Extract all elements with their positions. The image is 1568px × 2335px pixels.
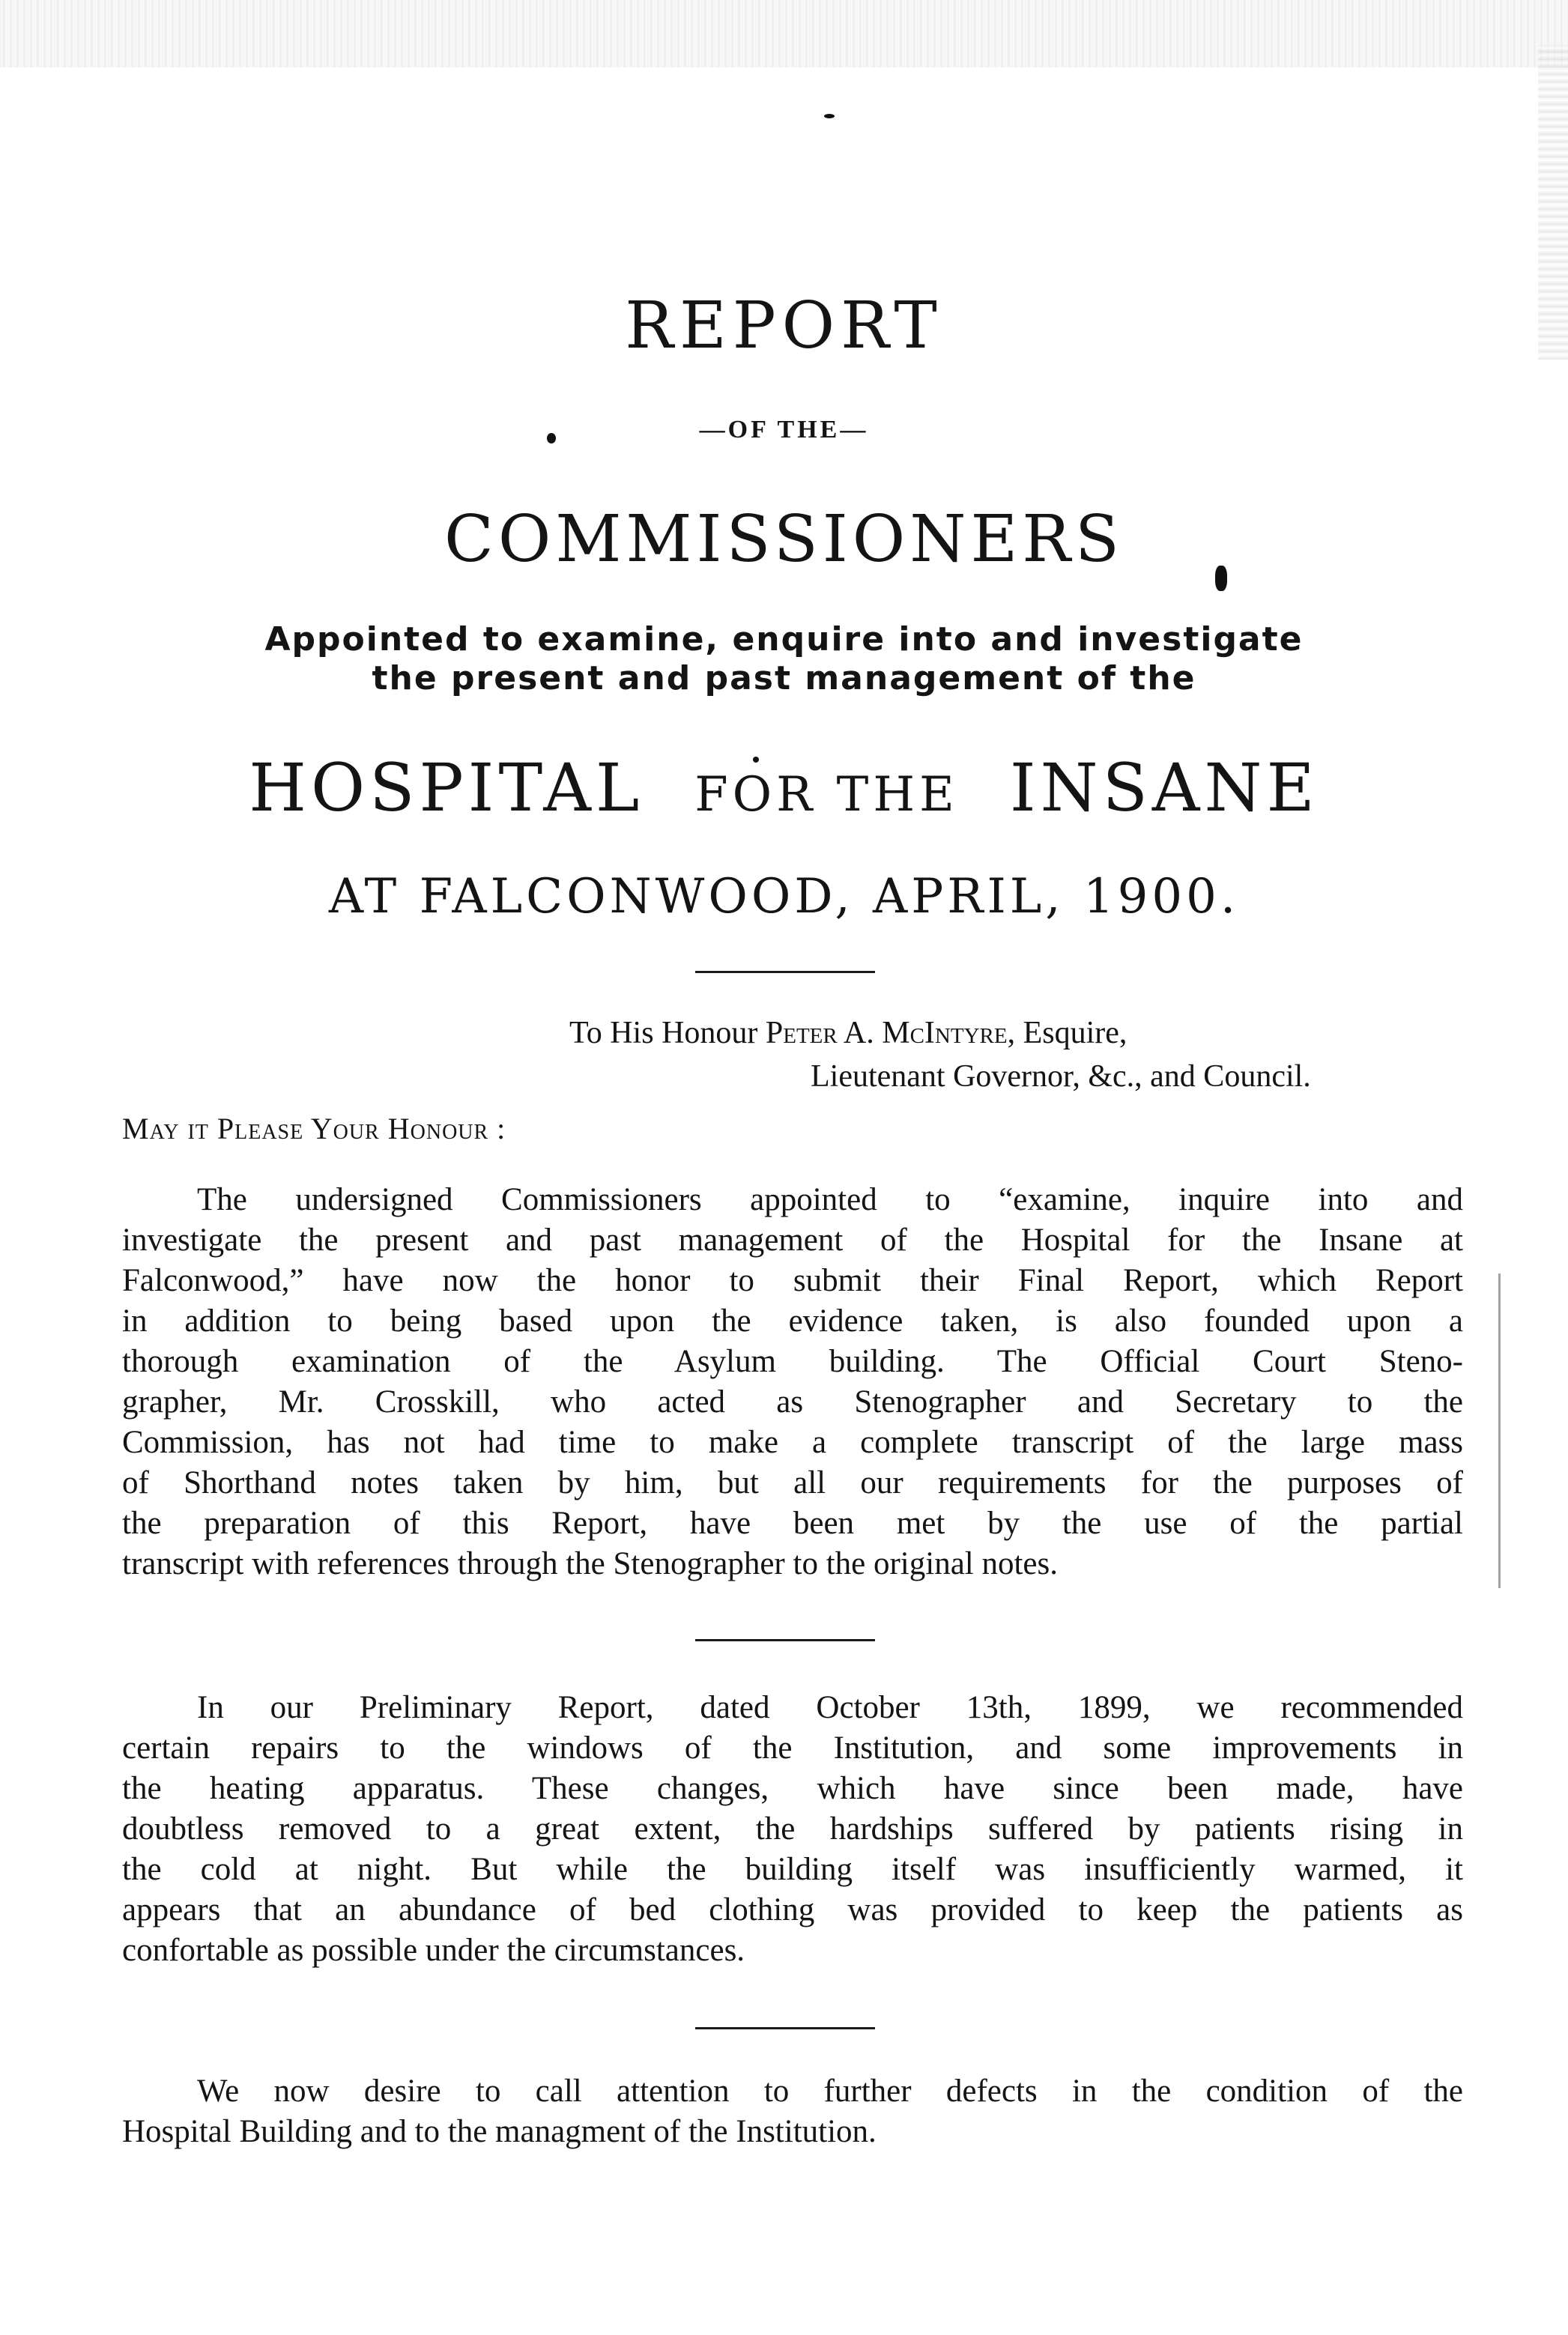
address-suffix: , Esquire,: [1007, 1016, 1127, 1050]
paragraph-line: transcript with references through the Stenographer to the original notes.: [122, 1546, 1058, 1581]
address-name: Peter A. McIntyre: [765, 1016, 1008, 1050]
paragraph-1: [122, 1180, 1463, 1584]
paragraph-line: of Shorthand notes taken by him, but all our requirements for the purposes of: [122, 1465, 1463, 1500]
scan-noise-top: [0, 0, 1568, 67]
ink-speck: [753, 757, 759, 763]
subtitle-line-2: the present and past management of the: [372, 659, 1196, 697]
paragraph-line: The undersigned Commissioners appointed to “examine, inquire into and: [197, 1182, 1463, 1217]
paragraph-line: thorough examination of the Asylum building. The Official Court Steno-: [122, 1344, 1463, 1379]
margin-mark: [1498, 1274, 1501, 1588]
title-hospital: [0, 749, 1568, 826]
paragraph-line: the cold at night. But while the building itself was insufficiently warmed, it: [122, 1852, 1463, 1887]
paragraph-line: in addition to being based upon the evidence taken, is also founded upon a: [122, 1303, 1463, 1339]
paragraph-line: appears that an abundance of bed clothing was provided to keep the patients as: [122, 1892, 1463, 1927]
paragraph-line: confortable as possible under the circumstances.: [122, 1933, 745, 1968]
address-prefix: To His Honour: [569, 1016, 766, 1050]
paragraph-line: the heating apparatus. These changes, which have since been made, have: [122, 1771, 1463, 1806]
divider-rule: [695, 1639, 875, 1641]
divider-rule: [695, 2027, 875, 2029]
paragraph-line: We now desire to call attention to further defects in the condition of the: [197, 2074, 1463, 2109]
divider-rule: [695, 971, 875, 973]
title-hospital-word2: INSANE: [1009, 749, 1319, 826]
title-location-date: AT FALCONWOOD, APRIL, 1900.: [328, 869, 1240, 924]
paragraph-line: grapher, Mr. Crosskill, who acted as Stenographer and Secretary to the: [122, 1384, 1463, 1420]
paragraph-line: investigate the present and past management of the Hospital for the Insane at: [122, 1223, 1463, 1258]
paragraph-line: Commission, has not had time to make a complete transcript of the large mass: [122, 1425, 1463, 1460]
paragraph-line: Hospital Building and to the managment of the Institution.: [122, 2114, 877, 2149]
ink-speck: [547, 433, 556, 443]
subtitle-line-1: Appointed to examine, enquire into and investigate: [264, 620, 1304, 658]
address-line-1: [569, 1015, 1127, 1051]
address-line-2: Lieutenant Governor, &c., and Council.: [811, 1059, 1311, 1094]
title-hospital-word1: HOSPITAL: [249, 749, 644, 826]
ink-speck: [824, 114, 835, 118]
paragraph-line: certain repairs to the windows of the Institution, and some improvements in: [122, 1730, 1463, 1766]
paragraph-line: the preparation of this Report, have been met by the use of the partial: [122, 1506, 1463, 1541]
paragraph-line: In our Preliminary Report, dated October 13th, 1899, we recommended: [197, 1690, 1463, 1725]
title-of-the: —OF THE—: [699, 416, 869, 443]
title-hospital-for-the: FOR THE: [694, 767, 959, 823]
paragraph-2: [122, 1688, 1463, 1971]
ink-speck: [1215, 566, 1227, 591]
title-report: REPORT: [625, 288, 943, 363]
paragraph-line: doubtless removed to a great extent, the hardships suffered by patients rising in: [122, 1811, 1463, 1847]
salutation: May it Please Your Honour :: [122, 1112, 506, 1145]
title-commissioners: COMMISSIONERS: [444, 502, 1124, 577]
paragraph-line: Falconwood,” have now the honor to submit their Final Report, which Report: [122, 1263, 1463, 1298]
paragraph-3: [122, 2071, 1463, 2152]
